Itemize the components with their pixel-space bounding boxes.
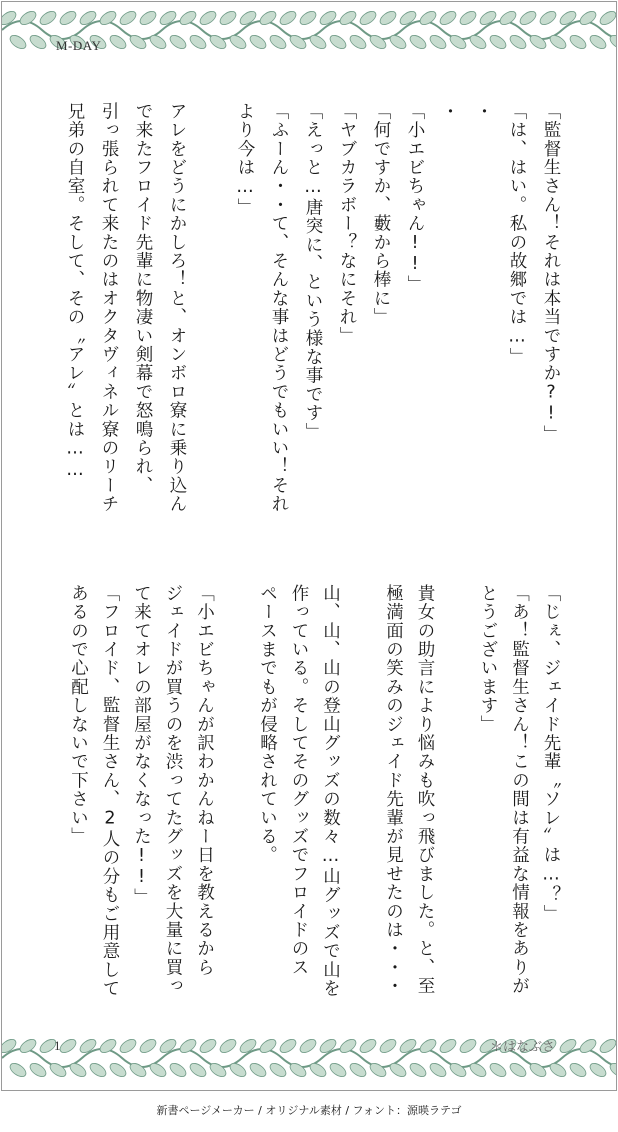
leaf-ornament: [388, 33, 408, 52]
leaf-ornament: [518, 9, 538, 28]
leaf-ornament: [348, 1061, 368, 1080]
leaf-ornament: [58, 1037, 78, 1056]
text-column: 「ヤブカラボー？なにそれ」: [337, 102, 357, 346]
leaf-ornament: [28, 33, 48, 52]
leaf-ornament: [548, 1061, 568, 1080]
text-column: 「は、はい。私の故郷では…」: [507, 102, 527, 367]
leaf-ornament: [278, 9, 298, 28]
leaf-ornament: [278, 1037, 298, 1056]
text-column: 「監督生さん！それは本当ですか?!」: [541, 102, 561, 444]
text-column: 「小エビちゃんが訳わかんねー日を教えるから: [194, 584, 215, 977]
text-column: 「えっと…唐突に、という様な事です」: [303, 102, 323, 442]
leaf-ornament: [438, 1037, 458, 1056]
leaf-ornament: [168, 33, 188, 52]
text-column: 極満面の笑みのジェイド先輩が見せたのは・・・: [383, 584, 404, 996]
page-number: 1: [54, 1038, 61, 1053]
leaf-ornament: [298, 9, 318, 28]
text-column: とうございます」: [478, 584, 498, 734]
leaf-ornament: [538, 9, 558, 28]
leaf-ornament: [408, 33, 428, 52]
leaf-ornament: [308, 33, 328, 52]
text-column: ・: [439, 102, 459, 121]
text-column: あるので心配しないで下さい」: [68, 584, 89, 846]
text-column: 作っている。そしてそのグッズでフロイドのス: [289, 584, 309, 977]
leaf-ornament: [88, 1061, 108, 1080]
leaf-ornament: [508, 1061, 528, 1080]
text-column: ジェイドが買うのを渋ってたグッズを大量に買っ: [163, 584, 183, 996]
leaf-ornament: [168, 1061, 188, 1080]
leaf-ornament: [68, 1061, 88, 1080]
leaf-ornament: [118, 9, 138, 28]
leaf-ornament: [488, 1061, 508, 1080]
text-column: より今は…」: [235, 102, 255, 217]
leaf-ornament: [348, 33, 368, 52]
leaf-ornament: [138, 9, 158, 28]
leaf-ornament: [598, 1037, 616, 1056]
leaf-ornament: [58, 9, 78, 28]
leaf-ornament: [408, 1061, 428, 1080]
leaf-ornament: [358, 9, 378, 28]
text-column: 「あ！監督生さん！この間は有益な情報をありが: [509, 584, 530, 996]
leaf-ornament: [598, 9, 616, 28]
leaf-ornament: [218, 1037, 238, 1056]
leaf-ornament: [458, 9, 478, 28]
text-column: 「じぇ、ジェイド先輩〝ソレ〟は…？」: [541, 584, 561, 924]
leaf-ornament: [8, 1061, 28, 1080]
leaf-ornament: [358, 1037, 378, 1056]
leaf-ornament: [328, 33, 348, 52]
leaf-ornament: [8, 33, 28, 52]
text-column: 貴女の助言により悩みも吹っ飛びました。と、至: [415, 584, 435, 996]
text-column: ペースまでもが侵略されている。: [257, 584, 278, 865]
leaf-ornament: [428, 1061, 448, 1080]
leaf-ornament: [108, 1061, 128, 1080]
leaf-ornament: [588, 33, 608, 52]
leaf-ornament: [468, 1061, 488, 1080]
leaf-ornament: [228, 1061, 248, 1080]
leaf-ornament: [148, 33, 168, 52]
leaf-ornament: [328, 1061, 348, 1080]
text-column: 「小エビちゃん!!」: [405, 102, 425, 294]
text-column: て来てオレの部屋がなくなった!!」: [131, 584, 152, 907]
leaf-ornament: [438, 9, 458, 28]
text-column: 引っ張られて来たのはオクタヴィネル寮のリーチ: [99, 102, 119, 514]
leaf-ornament: [38, 9, 58, 28]
leaf-ornament: [468, 33, 488, 52]
leaf-ornament: [378, 1037, 398, 1056]
leaf-ornament: [218, 9, 238, 28]
text-column: 「ふーん・・て、そんな事はどうでもいい！それ: [269, 102, 289, 514]
leaf-ornament: [458, 1037, 478, 1056]
footer-credit: 新書ページメーカー / オリジナル素材 / フォント：源暎ラテゴ: [156, 1104, 462, 1117]
leaf-ornament: [568, 1061, 588, 1080]
leaf-ornament: [188, 1061, 208, 1080]
text-column: 兄弟の自室。そして、その〝アレ〟とは……: [65, 102, 85, 481]
text-column: ・: [473, 102, 493, 121]
leaf-ornament: [388, 1061, 408, 1080]
leaf-ornament: [248, 1061, 268, 1080]
leaf-ornament: [28, 1061, 48, 1080]
leaf-ornament: [268, 1061, 288, 1080]
leaf-ornament: [228, 33, 248, 52]
leaf-ornament: [488, 33, 508, 52]
leaf-ornament: [188, 33, 208, 52]
leaf-ornament: [248, 33, 268, 52]
text-column: で来たフロイド先輩に物凄い剣幕で怒鳴られ、: [133, 102, 153, 495]
leaf-ornament: [308, 1061, 328, 1080]
leaf-ornament: [428, 33, 448, 52]
book-page: [1, 1, 617, 1091]
leaf-ornament: [108, 33, 128, 52]
leaf-ornament: [138, 1037, 158, 1056]
header-label: M-DAY: [56, 38, 102, 53]
leaf-ornament: [118, 1037, 138, 1056]
leaf-ornament: [198, 1037, 218, 1056]
leaf-ornament: [588, 1061, 608, 1080]
leaf-ornament: [508, 33, 528, 52]
text-column: 「フロイド、監督生さん、2人の分もご用意して: [100, 584, 120, 998]
text-column: 山、山、山の登山グッズの数々…山グッズで山を: [320, 584, 341, 998]
leaf-ornament: [548, 33, 568, 52]
author-name: ＊はなぶさ: [490, 1040, 556, 1055]
leaf-ornament: [148, 1061, 168, 1080]
text-column: アレをどうにかしろ！と、オンボロ寮に乗り込ん: [167, 102, 187, 514]
leaf-ornament: [268, 33, 288, 52]
leaf-ornament: [568, 33, 588, 52]
leaf-ornament: [298, 1037, 318, 1056]
leaf-ornament: [378, 9, 398, 28]
text-column: 「何ですか、藪から棒に」: [371, 102, 391, 327]
leaf-ornament: [198, 9, 218, 28]
